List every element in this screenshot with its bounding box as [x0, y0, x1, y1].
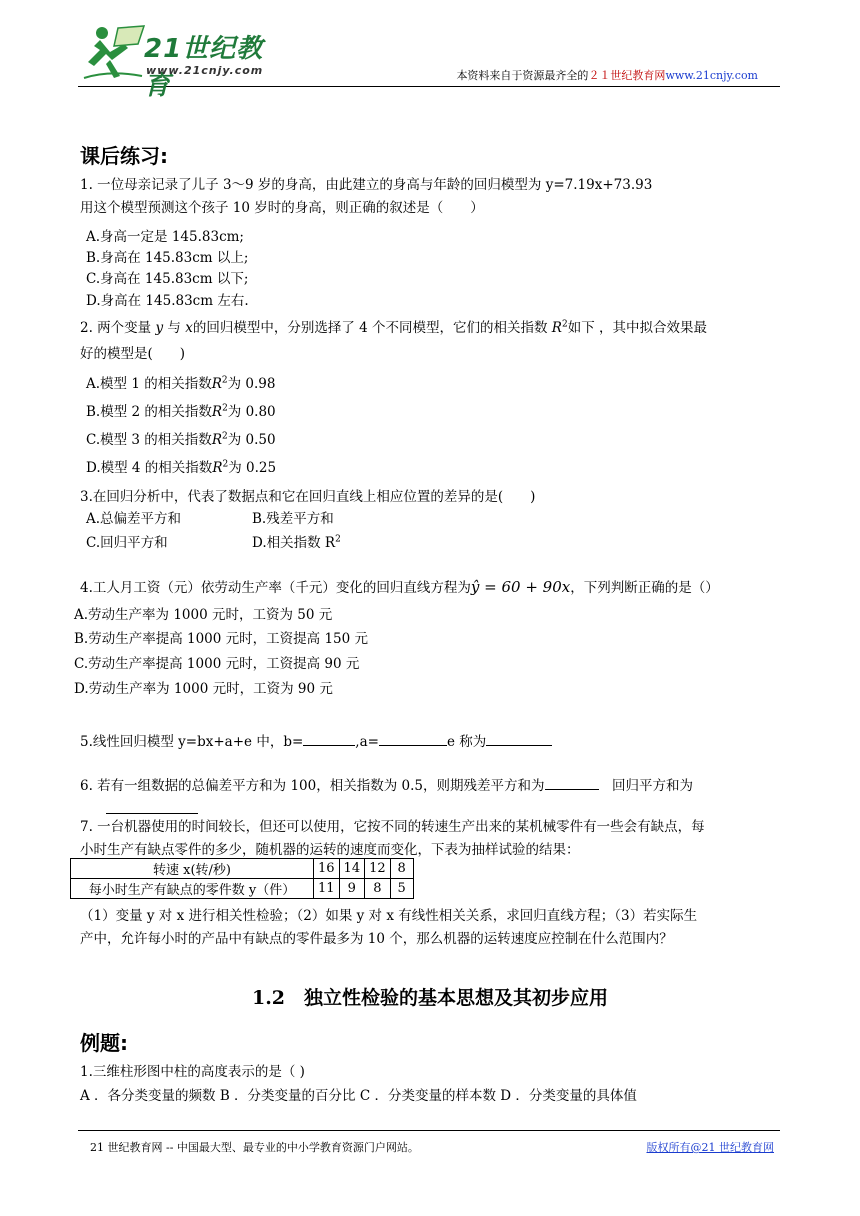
header-note — [456, 67, 758, 83]
q2-var-y: y — [155, 320, 164, 336]
table-cell: 8 — [390, 859, 413, 879]
q6-line2 — [106, 799, 198, 819]
q2-line1 — [80, 319, 707, 337]
table-row — [71, 879, 414, 899]
q4-option-a: A.劳动生产率为 1000 元时，工资为 50 元 — [74, 607, 333, 623]
q4-option-c: C.劳动生产率提高 1000 元时，工资提高 90 元 — [74, 656, 360, 672]
table-cell: 5 — [390, 879, 413, 899]
q2-option-d-r: R — [212, 460, 223, 476]
q7-line1: 7. 一台机器使用的时间较长，但还可以使用，它按不同的转速生产出来的某机械零件有一些会有缺点，每 — [80, 819, 705, 835]
q2-var-x: x — [185, 320, 193, 336]
q4-line1 — [80, 578, 719, 597]
q2-option-a — [86, 375, 275, 393]
footer-text: 21 世纪教育网 -- 中国最大型、最专业的中小学教育资源门户网站。 — [90, 1141, 419, 1154]
page-footer — [78, 1130, 780, 1154]
q2-text-a: 2. 两个变量 — [80, 320, 152, 336]
q5-blank-b[interactable] — [303, 731, 355, 746]
section-title-exercises: 课后练习: — [80, 144, 168, 168]
q2-option-b-pre: B.模型 2 的相关指数 — [86, 404, 212, 420]
q4-equation: ŷ = 60 + 90x — [470, 578, 571, 596]
table-cell: 16 — [314, 859, 340, 879]
q2-option-d — [86, 459, 276, 477]
q3-option-d-sup: 2 — [335, 534, 341, 545]
logo-text: 21世纪教育 — [144, 34, 264, 101]
q2-option-d-post: 为 0.25 — [228, 460, 277, 476]
q3-option-c: C.回归平方和 — [86, 535, 168, 551]
q1-line1: 1. 一位母亲记录了儿子 3～9 岁的身高，由此建立的身高与年龄的回归模型为 y=7.19x+73.93 — [80, 177, 653, 193]
q7-line3: （1）变量 y 对 x 进行相关性检验；（2）如果 y 对 x 有线性相关关系，求回归直线方程；（3）若实际生 — [80, 908, 698, 924]
q2-text-c: 的回归模型中，分别选择了 4 个不同模型，它们的相关指数 — [192, 320, 548, 336]
q2-option-a-sup: 2 — [221, 375, 228, 386]
table-cell: 每小时生产有缺点的零件数 y（件） — [71, 879, 314, 899]
header-note-url[interactable]: www.21cnjy.com — [665, 69, 758, 82]
table-row — [71, 859, 414, 879]
q1-option-d: D.身高在 145.83cm 左右. — [86, 293, 249, 309]
logo — [80, 20, 290, 101]
q2-text-b: 与 — [167, 320, 181, 336]
q2-r-sup: 2 — [561, 319, 568, 330]
q2-option-c — [86, 431, 276, 449]
q2-option-c-r: R — [211, 432, 222, 448]
q4-text-a: 4.工人月工资（元）依劳动生产率（千元）变化的回归直线方程为 — [80, 580, 471, 596]
q5-text-a: 5.线性回归模型 y=bx+a+e 中，b= — [80, 734, 304, 750]
q2-line2: 好的模型是( ) — [80, 346, 186, 362]
q5-blank-a[interactable] — [379, 731, 447, 746]
section-title-examples: 例题: — [80, 1031, 128, 1055]
q2-text-d: 如下 ，其中拟合效果最 — [567, 320, 707, 336]
q6-line1 — [80, 775, 693, 795]
q6-text-b: 回归平方和为 — [612, 778, 693, 794]
table-cell: 11 — [314, 879, 340, 899]
footer-copyright-link[interactable]: 版权所有@21 世纪教育网 — [646, 1141, 774, 1154]
q1-option-a: A.身高一定是 145.83cm; — [86, 229, 244, 245]
q2-option-d-sup: 2 — [222, 459, 229, 470]
q3-line1: 3.在回归分析中，代表了数据点和它在回归直线上相应位置的差异的是( ) — [80, 489, 536, 505]
q1-option-c: C.身高在 145.83cm 以下; — [86, 271, 249, 287]
q2-option-a-post: 为 0.98 — [227, 376, 276, 392]
q1-option-b: B.身高在 145.83cm 以上; — [86, 250, 249, 266]
q4-option-b: B.劳动生产率提高 1000 元时，工资提高 150 元 — [74, 631, 369, 647]
q5-blank-e[interactable] — [486, 731, 552, 746]
q3-option-d-text: D.相关指数 R — [252, 535, 336, 551]
q4-text-b: ，下列判断正确的是（） — [570, 580, 719, 596]
q2-option-d-pre: D.模型 4 的相关指数 — [86, 460, 213, 476]
table-cell: 9 — [339, 879, 365, 899]
header-note-prefix: 本资料来自于资源最齐全的 — [456, 69, 589, 82]
table-cell: 8 — [365, 879, 391, 899]
q1-line2: 用这个模型预测这个孩子 10 岁时的身高，则正确的叙述是（ ） — [80, 200, 484, 216]
q7-line2: 小时生产有缺点零件的多少，随机器的运转的速度而变化，下表为抽样试验的结果： — [80, 842, 580, 858]
logo-url: www.21cnjy.com — [146, 64, 264, 77]
q7-line4: 产中，允许每小时的产品中有缺点的零件最多为 10 个，那么机器的运转速度应控制在什么范围内？ — [80, 931, 673, 947]
q7-data-table — [70, 858, 414, 899]
q2-option-c-sup: 2 — [221, 431, 228, 442]
table-cell: 12 — [365, 859, 391, 879]
q2-option-b-post: 为 0.80 — [227, 404, 276, 420]
header-note-brand: ２１世纪教育网 — [588, 69, 666, 82]
q6-text-a: 6. 若有一组数据的总偏差平方和为 100，相关指数为 0.5，则期残差平方和为 — [80, 778, 545, 794]
page-header — [78, 20, 780, 101]
table-cell: 14 — [339, 859, 365, 879]
q3-option-d — [252, 534, 341, 552]
q2-option-b — [86, 403, 276, 421]
q6-blank-residual[interactable] — [545, 775, 599, 790]
q6-blank-regression[interactable] — [106, 799, 198, 814]
q5-text-b: ,a= — [355, 734, 379, 750]
q2-option-c-post: 为 0.50 — [227, 432, 276, 448]
q2-r-symbol: R — [551, 320, 562, 336]
runner-logo-icon — [80, 24, 146, 82]
q4-option-d: D.劳动生产率为 1000 元时，工资为 90 元 — [74, 681, 333, 697]
section-title-independence-test: 1.2 独立性检验的基本思想及其初步应用 — [251, 987, 609, 1009]
q2-option-b-sup: 2 — [222, 403, 228, 414]
ex1-line2: A ．各分类变量的频数 B ．分类变量的百分比 C ．分类变量的样本数 D ．分类变量的具体值 — [80, 1088, 637, 1104]
q5-text-c: e 称为 — [446, 734, 487, 750]
q2-option-b-r: R — [211, 404, 223, 420]
q2-option-a-pre: A.模型 1 的相关指数 — [86, 376, 212, 392]
ex1-line1: 1.三维柱形图中柱的高度表示的是（ ) — [80, 1064, 305, 1080]
q5-line — [80, 731, 552, 751]
q2-option-c-pre: C.模型 3 的相关指数 — [86, 432, 212, 448]
q3-option-a: A.总偏差平方和 — [86, 511, 182, 527]
table-cell: 转速 x(转/秒) — [71, 859, 314, 879]
q2-option-a-r: R — [211, 376, 222, 392]
q3-option-b: B.残差平方和 — [252, 511, 334, 527]
